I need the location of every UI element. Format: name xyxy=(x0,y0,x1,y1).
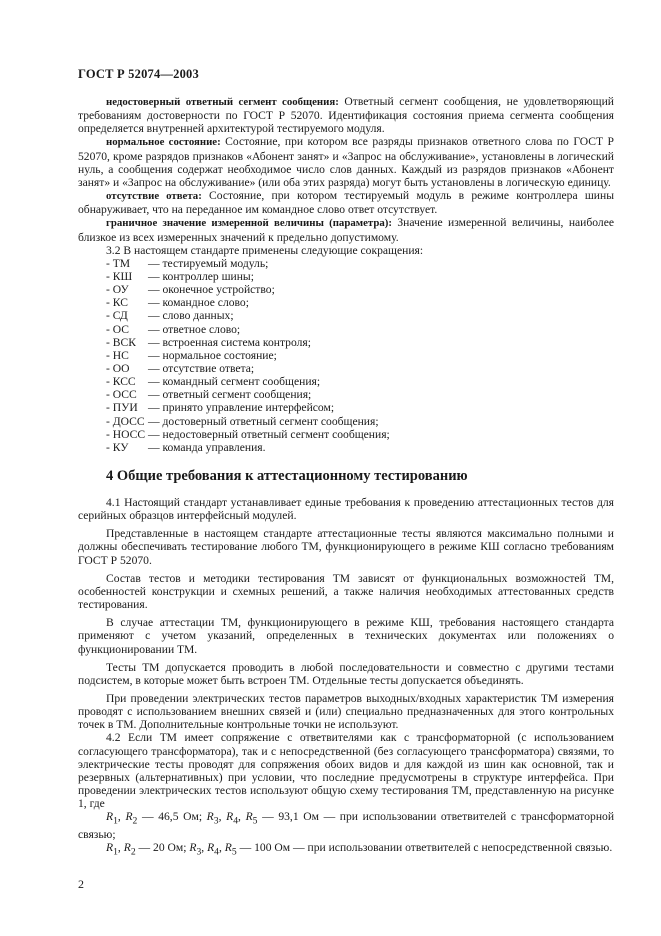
resistance-value: — 46,5 Ом; xyxy=(137,810,207,824)
abbreviation-meaning: — ответный сегмент сообщения; xyxy=(148,388,312,402)
abbreviation-code: - ВСК xyxy=(106,335,136,349)
abbreviation-meaning: — слово данных; xyxy=(148,309,234,323)
resistor-index: 1 xyxy=(113,846,118,858)
resistor-index: 3 xyxy=(196,846,202,858)
body-paragraph: 4.2 Если ТМ имеет сопряжение с ответвителями как с трансформаторной (с использованием согласующего трансформатора), так и с непосредственной (без согласующего трансформатора) связями, то электрические тесты проводят для сопряжения обоих видов и для каждой из шин как основной, так и резервных (альтернативных) при условии, что последние предусмотрены в структуре интерфейса. При проведении электрических тестов используют общую схему тестирования ТМ, представленную на рисунке 1, где xyxy=(78,731,614,811)
abbreviation-code: - ОО xyxy=(106,362,130,375)
resistance-value: — 20 Ом; xyxy=(135,841,190,855)
abbreviation-code: - ОСС xyxy=(106,388,137,402)
body-paragraph: 4.1 Настоящий стандарт устанавливает единые требования к проведению аттестационных тестов для серийных образцов интерфейсный модулей. xyxy=(78,495,614,523)
body-paragraph: Тесты ТМ допускается проводить в любой последовательности и совместно с другими тестами подсистем, в которые может быть встроен ТМ. Отдельные тесты допускается объединять. xyxy=(78,660,614,687)
abbreviation-code: - КШ xyxy=(106,270,133,284)
abbreviation-code: - КУ xyxy=(106,440,129,454)
resistor-index: 5 xyxy=(252,815,258,827)
definition-text: Состояние, при котором все разряды признаков ответного слова по ГОСТ Р 52070, кроме разрядов признаков «Абонент занят» и «Запрос на обслуживание», установлены в логический нуль, а сообщения содержат необходимое число слов данных. Каждый из разрядов признаков «Абонент занят» и «Запрос на обслуживание» (или оба этих разряда) могут быть установлены в логическую единицу. xyxy=(78,135,614,189)
formula-line xyxy=(78,841,614,858)
abbreviation-code: - КСС xyxy=(106,375,136,389)
abbreviation-item xyxy=(106,362,614,375)
resistor-symbol: R xyxy=(226,810,234,824)
separator: , xyxy=(117,841,124,855)
abbreviation-item xyxy=(106,428,614,441)
definition-term: недостоверный ответный сегмент сообщения: xyxy=(106,96,339,108)
resistor-symbol: R xyxy=(189,841,197,855)
resistor-index: 4 xyxy=(214,846,219,858)
document-body xyxy=(78,95,614,859)
abbreviation-code: - ТМ xyxy=(106,256,130,270)
formula-text: — 100 Ом — при использовании ответвителей с непосредственной связью. xyxy=(236,841,613,855)
definition-text: Ответный сегмент сообщения, не удовлетворяющий требованиям достоверности по ГОСТ Р 52070. Идентификация состояния приема сегмента сообщения определяется внутренней архитектурой тестируемого модуля. xyxy=(78,95,614,136)
separator: , xyxy=(201,841,208,855)
abbreviation-meaning: — командный сегмент сообщения; xyxy=(148,375,321,389)
resistor-symbol: R xyxy=(206,810,214,824)
formula-text: — 93,1 Ом — при использовании ответвителей с трансформаторной связью; xyxy=(78,810,615,841)
abbreviation-item xyxy=(106,401,614,414)
resistor-symbol: R xyxy=(106,841,114,855)
abbreviation-meaning: — контроллер шины; xyxy=(148,270,254,284)
body-paragraph: При проведении электрических тестов параметров выходных/входных характеристик ТМ измерения проводят с использованием внешних связей и (или) специально предназначенных для этого контрольных точек в ТМ. Дополнительные контрольные точки не используют. xyxy=(78,692,614,732)
abbreviation-item xyxy=(106,441,614,454)
abbreviation-item xyxy=(106,415,614,428)
abbreviation-code: - ОУ xyxy=(106,283,129,297)
body-paragraph: Состав тестов и методики тестирования ТМ зависят от функциональных возможностей ТМ, особенностей конструкции и схемных решений, а также наличия необходимых аттестованных средств тестирования. xyxy=(78,571,614,612)
definition-paragraph xyxy=(78,95,614,135)
abbreviation-item xyxy=(106,323,614,336)
separator: , xyxy=(238,810,246,824)
abbreviation-item xyxy=(106,349,614,362)
section-heading: 4 Общие требования к аттестационному тестированию xyxy=(106,467,468,484)
abbreviation-meaning: — достоверный ответный сегмент сообщения; xyxy=(148,414,379,428)
abbreviation-meaning: — встроенная система контроля; xyxy=(148,335,311,349)
abbreviation-code: - НС xyxy=(106,348,129,362)
abbreviation-meaning: — принято управление интерфейсом; xyxy=(148,401,335,415)
abbreviation-code: - СД xyxy=(106,309,128,323)
abbreviation-meaning: — команда управления. xyxy=(148,440,266,454)
formula-line xyxy=(78,810,614,841)
body-paragraph: В случае аттестации ТМ, функционирующего в режиме КШ, требования настоящего стандарта применяют с учетом указаний, определенных в технических документах или положениях о функционировании ТМ. xyxy=(78,616,614,656)
abbreviation-meaning: — оконечное устройство; xyxy=(148,283,275,297)
definition-term: граничное значение измеренной величины (параметра): xyxy=(106,217,392,230)
resistor-index: 5 xyxy=(231,846,237,858)
abbreviation-item xyxy=(106,375,614,388)
abbreviations-intro: 3.2 В настоящем стандарте применены следующие сокращения: xyxy=(106,243,424,257)
resistor-symbol: R xyxy=(125,810,133,824)
abbreviation-code: - НОСС xyxy=(106,427,146,441)
separator: , xyxy=(219,841,225,855)
abbreviation-code: - ОС xyxy=(106,322,130,336)
abbreviation-item xyxy=(106,257,614,270)
resistor-symbol: R xyxy=(106,810,114,824)
abbreviations-list xyxy=(78,257,614,454)
abbreviation-item xyxy=(106,388,614,401)
document-header: ГОСТ Р 52074—2003 xyxy=(78,67,199,81)
separator: , xyxy=(218,810,227,824)
abbreviation-meaning: — нормальное состояние; xyxy=(148,348,277,362)
resistor-symbol: R xyxy=(245,810,253,824)
abbreviation-meaning: — отсутствие ответа; xyxy=(148,362,255,375)
abbreviation-code: - ПУИ xyxy=(106,401,138,415)
resistor-index: 3 xyxy=(213,815,219,827)
resistor-index: 2 xyxy=(132,815,138,827)
resistor-index: 4 xyxy=(233,815,239,827)
definition-text: Значение измеренной величины, наиболее близкое из всех измеренных значений к предельно допустимому. xyxy=(78,216,614,244)
abbreviation-code: - КС xyxy=(106,296,128,310)
abbreviation-item xyxy=(106,336,614,349)
definition-paragraph xyxy=(78,135,614,189)
abbreviation-meaning: — командное слово; xyxy=(148,296,249,310)
definition-text: Состояние, при котором тестируемый модуль в режиме контроллера шины обнаруживает, что на переданное им командное слово ответ отсутствует. xyxy=(78,189,614,217)
abbreviation-meaning: — ответное слово; xyxy=(148,322,241,336)
resistor-index: 1 xyxy=(113,815,118,827)
abbreviation-item xyxy=(106,296,614,309)
body-paragraph: Представленные в настоящем стандарте аттестационные тесты являются максимально полными и должны обеспечивать тестирование любого ТМ, функционирующего в режиме КШ согласно требованиям ГОСТ Р 52070. xyxy=(78,527,614,567)
resistor-symbol: R xyxy=(207,841,215,855)
definition-paragraph xyxy=(78,216,614,243)
definition-paragraph xyxy=(78,189,614,216)
abbreviation-item xyxy=(106,283,614,296)
definition-term: отсутствие ответа: xyxy=(106,190,202,203)
definition-term: нормальное состояние: xyxy=(106,136,221,149)
abbreviation-meaning: — тестируемый модуль; xyxy=(148,256,269,270)
abbreviation-item xyxy=(106,270,614,283)
resistor-symbol: R xyxy=(224,841,232,855)
abbreviation-meaning: — недостоверный ответный сегмент сообщения; xyxy=(148,427,390,441)
abbreviation-code: - ДОСС xyxy=(106,414,145,428)
resistor-index: 2 xyxy=(130,846,136,858)
abbreviation-item xyxy=(106,309,614,322)
resistor-symbol: R xyxy=(123,841,131,855)
separator: , xyxy=(117,810,126,824)
page-number: 2 xyxy=(78,877,84,891)
